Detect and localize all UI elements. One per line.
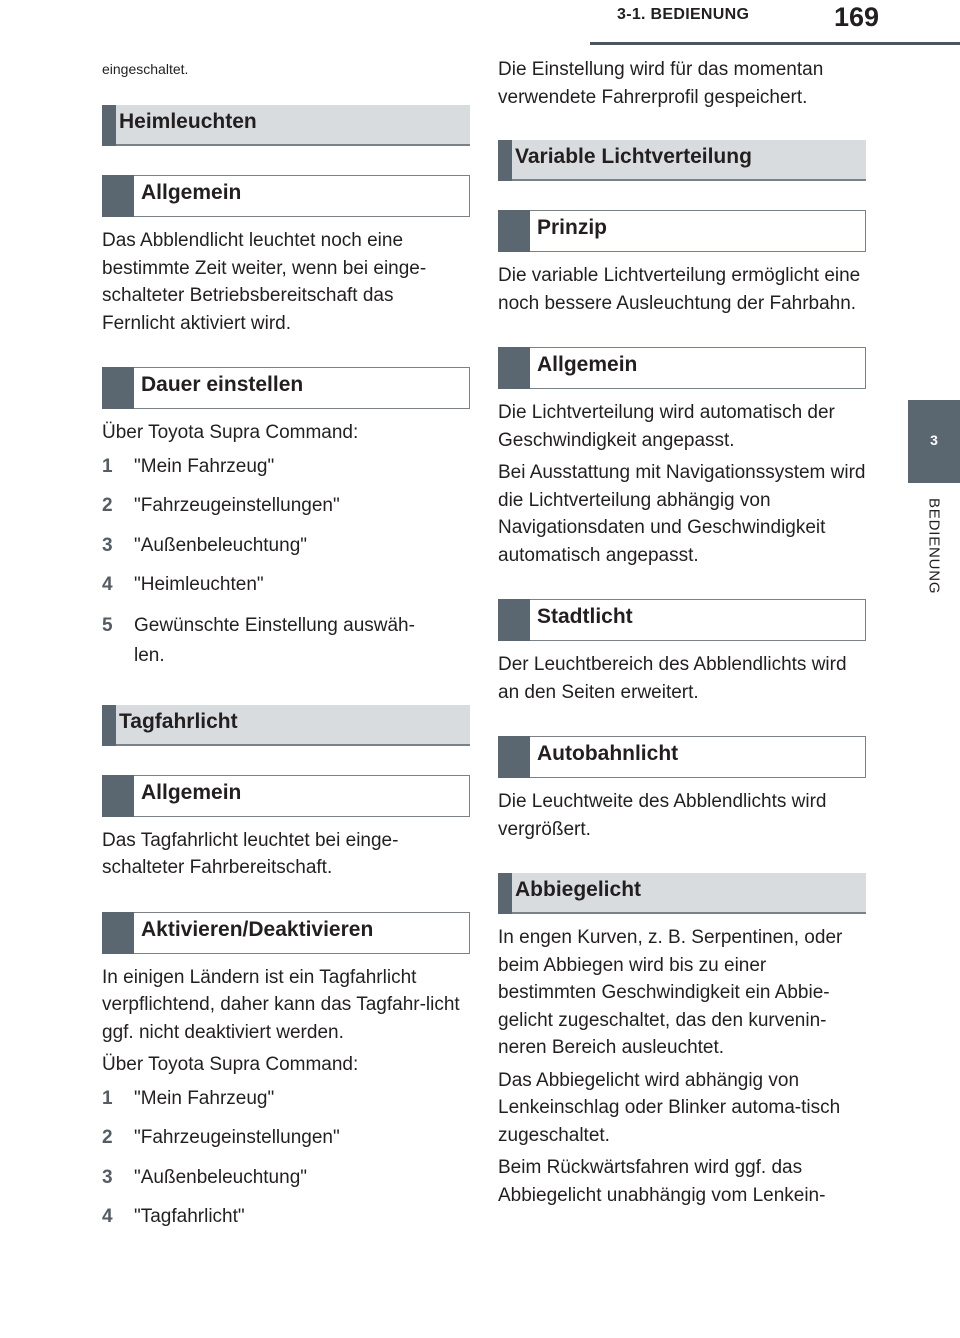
heading-label: Tagfahrlicht [119,709,238,733]
paragraph-command: Über Toyota Supra Command: [102,422,359,443]
heading-label: Abbiegelicht [515,878,642,901]
step-number: 3 [102,534,113,556]
list-item [102,611,442,671]
paragraph-command: Über Toyota Supra Command: [102,1054,359,1075]
right-column [498,55,866,1214]
paragraph-tagfahrlicht: Das Tagfahrlicht leuchtet bei einge-schalteter Fahrbereitschaft. [102,829,399,878]
chapter-label: BEDIENUNG [925,498,943,595]
list-item [102,1085,470,1113]
step-number: 5 [102,614,113,636]
list-item [102,1164,470,1192]
left-column [102,55,470,1243]
subheading-label: Prinzip [537,216,608,239]
subheading-allgemein [102,175,470,217]
paragraph-prinzip: Die variable Lichtverteilung ermöglicht eine noch bessere Ausleuchtung der Fahrbahn. [498,265,861,314]
list-item [102,532,470,560]
step-text: "Außenbeleuchtung" [134,534,308,556]
subheading-label: Aktivieren/Deaktivieren [141,917,374,941]
page-number: 169 [834,2,880,32]
step-text: "Heimleuchten" [134,574,264,595]
subheading-label: Allgemein [141,181,242,204]
heading-variable-lichtverteilung [498,140,866,181]
chapter-number: 3 [930,432,938,448]
step-text: "Tagfahrlicht" [134,1206,245,1227]
step-number: 3 [102,1166,113,1188]
paragraph-lenkeinschlag: Das Abbiegelicht wird abhängig von Lenkeinschlag oder Blinker automa-tisch zugeschaltet. [498,1069,841,1146]
paragraph-rueckwaerts: Beim Rückwärtsfahren wird ggf. das Abbiegelicht unabhängig vom Lenkein- [498,1157,826,1206]
subheading-label: Dauer einstellen [141,373,304,396]
subheading-dauer-einstellen [102,367,470,409]
list-item [102,1203,470,1231]
subheading-autobahnlicht [498,736,866,778]
subheading-label: Allgemein [537,353,638,376]
paragraph-abbiegelicht: In engen Kurven, z. B. Serpentinen, oder beim Abbiegen wird bis zu einer bestimmten Geschwindigkeit ein Abbie-gelicht zugeschaltet, das den kurvenin-neren Bereich ausleuchtet. [498,927,843,1058]
paragraph-navigation: Bei Ausstattung mit Navigationssystem wird die Lichtverteilung abhängig von Navigationsdaten und Geschwindigkeit automatisch angepasst. [498,462,866,566]
heading-heimleuchten [102,105,470,146]
list-item [102,1124,470,1152]
subheading-allgemein [498,347,866,389]
step-number: 1 [102,455,113,477]
heading-tagfahrlicht [102,705,470,746]
paragraph-fahrerprofil: Die Einstellung wird für das momentan verwendete Fahrerprofil gespeichert. [498,59,824,108]
step-text: "Fahrzeugeinstellungen" [134,1127,340,1148]
paragraph-abblendlicht: Das Abblendlicht leuchtet noch eine bestimmte Zeit weiter, wenn bei einge-schalteter Betriebsbereitschaft das Fernlicht aktiviert wird. [102,230,427,334]
step-number: 2 [102,1127,113,1148]
subheading-aktivieren [102,912,470,954]
step-text: "Mein Fahrzeug" [134,455,275,477]
step-number: 2 [102,495,113,516]
step-text: Gewünschte Einstellung auswäh-len. [134,614,415,666]
list-item [102,492,470,520]
step-number: 4 [102,1206,113,1227]
subheading-label: Stadtlicht [537,605,633,628]
list-item [102,571,470,599]
subheading-label: Allgemein [141,780,242,804]
step-number: 1 [102,1087,113,1109]
heading-abbiegelicht [498,873,866,914]
heading-label: Heimleuchten [119,110,257,133]
step-text: "Fahrzeugeinstellungen" [134,495,340,516]
step-text: "Außenbeleuchtung" [134,1166,308,1188]
heading-label: Variable Lichtverteilung [515,145,752,168]
subheading-allgemein [102,775,470,817]
section-title: 3-1. BEDIENUNG [617,6,750,23]
intro-text: eingeschaltet. [102,61,189,77]
list-item [102,453,470,481]
header-rule [590,42,960,45]
paragraph-autobahnlicht: Die Leuchtweite des Abblendlichts wird vergrößert. [498,791,827,840]
step-number: 4 [102,574,113,595]
subheading-stadtlicht [498,599,866,641]
step-text: "Mein Fahrzeug" [134,1087,275,1109]
subheading-label: Autobahnlicht [537,742,679,765]
paragraph-laender: In einigen Ländern ist ein Tagfahrlicht verpflichtend, daher kann das Tagfahr-licht ggf. nicht deaktiviert werden. [102,966,460,1043]
paragraph-lichtverteilung: Die Lichtverteilung wird automatisch der Geschwindigkeit angepasst. [498,402,835,451]
paragraph-stadtlicht: Der Leuchtbereich des Abblendlichts wird an den Seiten erweitert. [498,654,847,703]
subheading-prinzip [498,210,866,252]
